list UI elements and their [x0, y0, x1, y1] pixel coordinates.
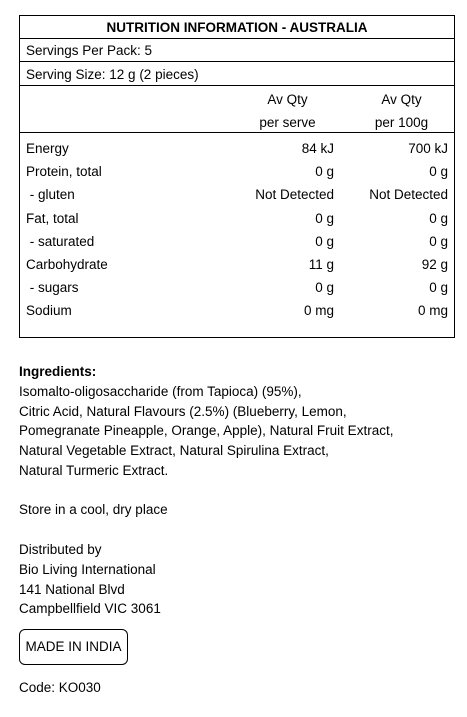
- nutrient-name: - saturated: [26, 233, 95, 249]
- nutrient-per-100g: Not Detected: [369, 187, 448, 203]
- nutrient-per-100g: 0 g: [429, 164, 448, 180]
- col-per-100g-line1: Av Qty: [381, 92, 422, 107]
- nutrient-row: [20, 160, 454, 183]
- distributor-line: Distributed by: [19, 542, 102, 557]
- col-per-serve-line2: per serve: [259, 115, 316, 130]
- nutrient-row: [20, 230, 454, 253]
- storage-instructions: Store in a cool, dry place: [19, 502, 168, 517]
- nutrient-table: [20, 137, 454, 323]
- nutrient-per-100g: 0 g: [429, 280, 448, 296]
- ingredients-line: Natural Vegetable Extract, Natural Spirulina Extract,: [19, 443, 329, 459]
- nutrient-name: Carbohydrate: [26, 256, 108, 272]
- nutrient-per-serve: 0 g: [315, 164, 334, 180]
- nutrient-per-serve: Not Detected: [255, 187, 334, 203]
- nutrient-per-100g: 0 g: [429, 210, 448, 226]
- ingredients-line: Pomegranate Pineapple, Orange, Apple), Natural Fruit Extract,: [19, 423, 394, 439]
- nutrient-name: Sodium: [26, 303, 72, 319]
- nutrient-name: - gluten: [26, 187, 75, 203]
- ingredients-heading: Ingredients:: [19, 364, 97, 379]
- nutrient-per-100g: 700 kJ: [408, 141, 448, 156]
- nutrient-per-serve: 0 mg: [303, 303, 334, 319]
- distributor-section: [19, 540, 161, 619]
- ingredients-line: Isomalto-oligosaccharide (from Tapioca) (95%),: [19, 383, 302, 399]
- serving-size: Serving Size: 12 g (2 pieces): [20, 62, 454, 86]
- col-per-100g-line2: per 100g: [374, 115, 429, 130]
- product-code: Code: KO030: [19, 680, 101, 695]
- distributor-line: 141 National Blvd: [19, 581, 125, 597]
- nutrient-per-serve: 84 kJ: [301, 141, 334, 156]
- nutrient-name: Protein, total: [26, 164, 102, 180]
- ingredients-line: Citric Acid, Natural Flavours (2.5%) (Blueberry, Lemon,: [19, 403, 347, 419]
- nutrient-name: Fat, total: [26, 210, 79, 226]
- col-per-serve-line1: Av Qty: [267, 92, 308, 107]
- distributor-line: Campbellfield VIC 3061: [19, 601, 161, 617]
- distributor-line: Bio Living International: [19, 561, 156, 577]
- panel-title: NUTRITION INFORMATION - AUSTRALIA: [20, 16, 454, 39]
- origin-badge: MADE IN INDIA: [19, 629, 128, 665]
- ingredients-section: [19, 362, 393, 481]
- nutrient-per-serve: 0 g: [315, 280, 334, 296]
- nutrient-row: [20, 299, 454, 322]
- nutrient-per-100g: 0 g: [429, 233, 448, 249]
- nutrient-per-serve: 0 g: [315, 233, 334, 249]
- nutrient-row: [20, 183, 454, 206]
- nutrient-row: [20, 137, 454, 160]
- nutrient-per-serve: 0 g: [315, 210, 334, 226]
- nutrient-per-serve: 11 g: [308, 256, 334, 272]
- nutrient-per-100g: 92 g: [421, 256, 448, 272]
- nutrient-name: - sugars: [26, 280, 79, 296]
- nutrition-panel: [19, 15, 455, 338]
- servings-per-pack: Servings Per Pack: 5: [20, 39, 454, 62]
- nutrient-per-100g: 0 mg: [417, 303, 448, 319]
- ingredients-line: Natural Turmeric Extract.: [19, 462, 169, 478]
- nutrient-name: Energy: [26, 141, 69, 156]
- nutrient-row: [20, 253, 454, 276]
- column-headers: [20, 86, 454, 133]
- nutrient-row: [20, 207, 454, 230]
- nutrient-row: [20, 276, 454, 299]
